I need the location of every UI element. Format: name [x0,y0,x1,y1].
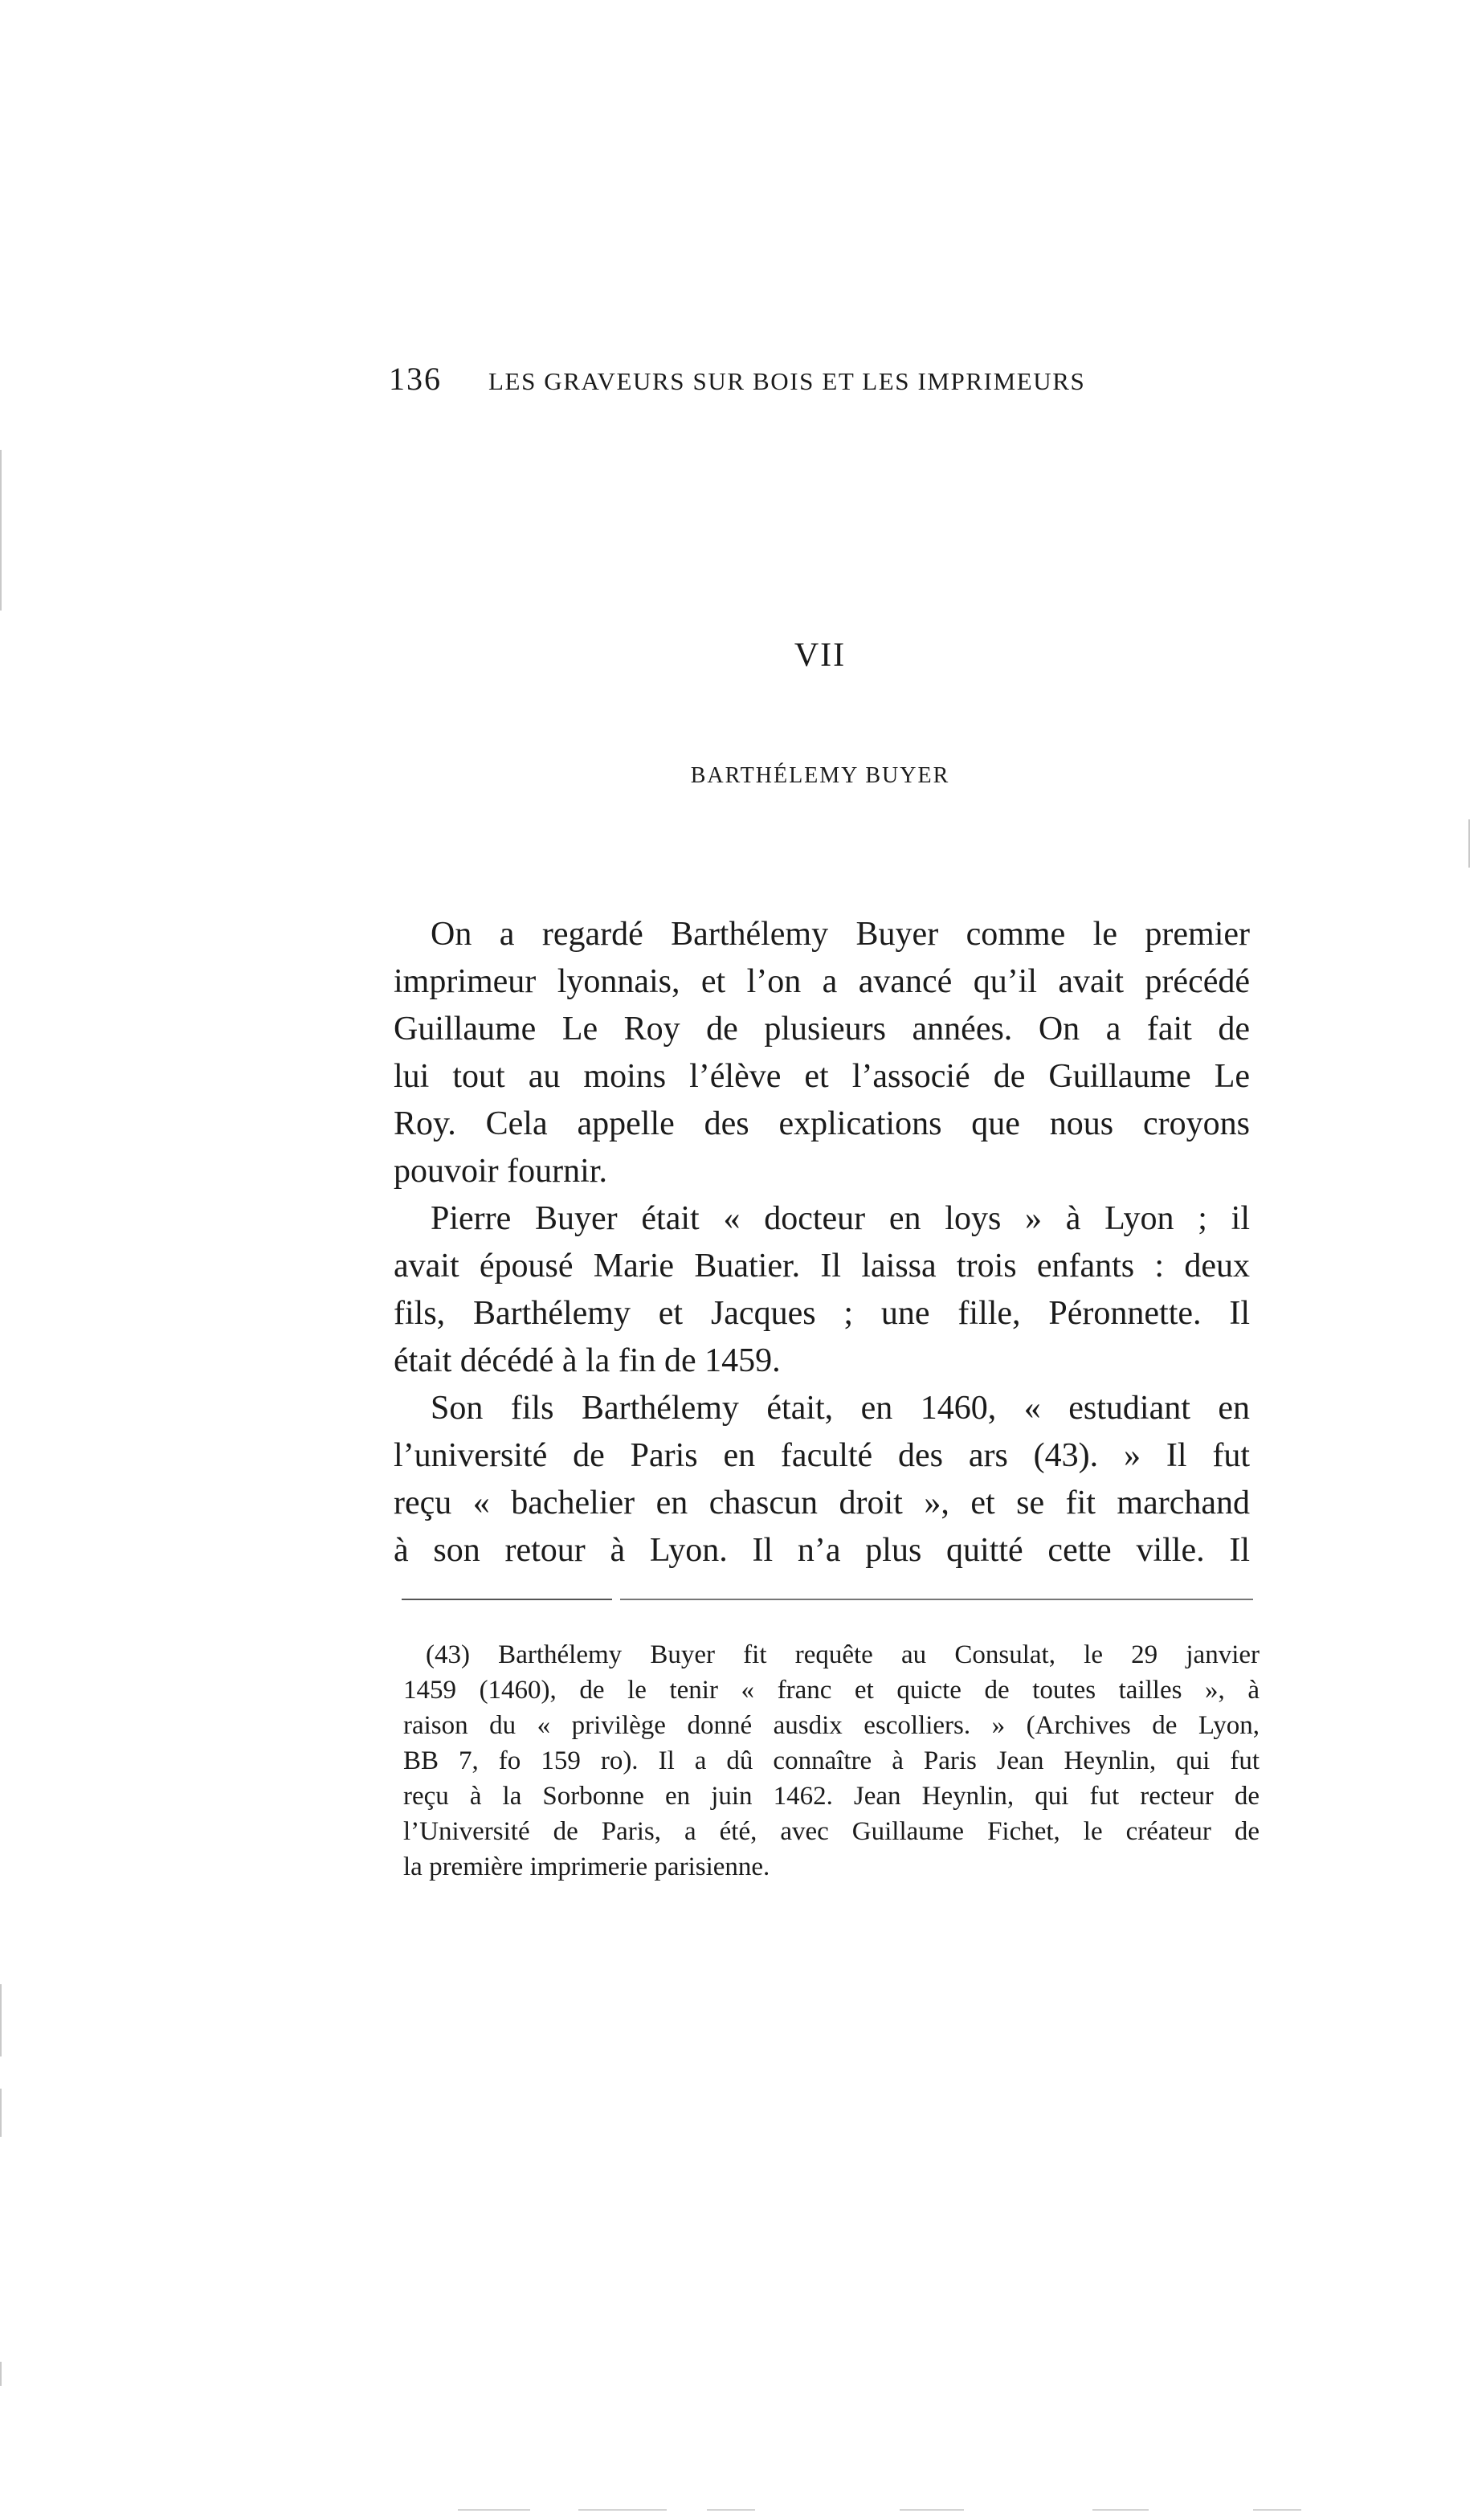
footnote-line: reçu à la Sorbonne en juin 1462. Jean Heynlin, qui fut recteur de [403,1782,1260,1811]
footnote-line: (43) Barthélemy Buyer fit requête au Consulat, le 29 janvier [426,1640,1260,1669]
running-head [389,360,1192,400]
footnote-line: l’Université de Paris, a été, avec Guillaume Fichet, le créateur de [403,1817,1260,1846]
footnote-line: la première imprimerie parisienne. [403,1852,770,1881]
page-number: 136 [389,361,442,397]
chapter-number: VII [794,637,847,674]
footnote-line: 1459 (1460), de le tenir « franc et quicte de toutes tailles », à [403,1676,1260,1705]
chapter-title: BARTHÉLEMY BUYER [690,763,950,788]
text-line: lui tout au moins l’élève et l’associé de Guillaume Le [394,1058,1250,1095]
text-line: était décédé à la fin de 1459. [394,1342,781,1379]
footnote-line: BB 7, fo 159 ro). Il a dû connaître à Paris Jean Heynlin, qui fut [403,1746,1260,1775]
text-line: On a regardé Barthélemy Buyer comme le premier [431,916,1250,953]
footnote-line: raison du « privilège donné ausdix escolliers. » (Archives de Lyon, [403,1711,1260,1740]
scan-edge-mark [0,2362,2,2386]
text-line: l’université de Paris en faculté des ars (43). » Il fut [394,1437,1250,1474]
text-line: Son fils Barthélemy était, en 1460, « estudiant en [431,1390,1250,1427]
text-line: Pierre Buyer était « docteur en loys » à Lyon ; il [431,1200,1250,1237]
text-line: à son retour à Lyon. Il n’a plus quitté cette ville. Il [394,1532,1250,1569]
text-line: avait épousé Marie Buatier. Il laissa trois enfants : deux [394,1248,1250,1285]
scan-edge-mark [0,1984,2,2056]
text-line: Roy. Cela appelle des explications que nous croyons [394,1105,1250,1142]
text-line: Guillaume Le Roy de plusieurs années. On a fait de [394,1011,1250,1048]
running-title: LES GRAVEURS SUR BOIS ET LES IMPRIMEURS [488,367,1086,395]
footnote-rule [620,1599,1253,1600]
text-line: fils, Barthélemy et Jacques ; une fille, Péronnette. Il [394,1295,1250,1332]
scan-edge-mark [0,2089,2,2137]
scan-edge-mark [1468,819,1470,868]
footnote-rule [402,1599,612,1600]
body-text [394,911,1250,1574]
text-line: reçu « bachelier en chascun droit », et se fit marchand [394,1485,1250,1521]
scan-edge-mark [0,450,2,611]
footnote [403,1637,1260,1885]
text-line: pouvoir fournir. [394,1153,607,1190]
text-line: imprimeur lyonnais, et l’on a avancé qu’il avait précédé [394,963,1250,1000]
